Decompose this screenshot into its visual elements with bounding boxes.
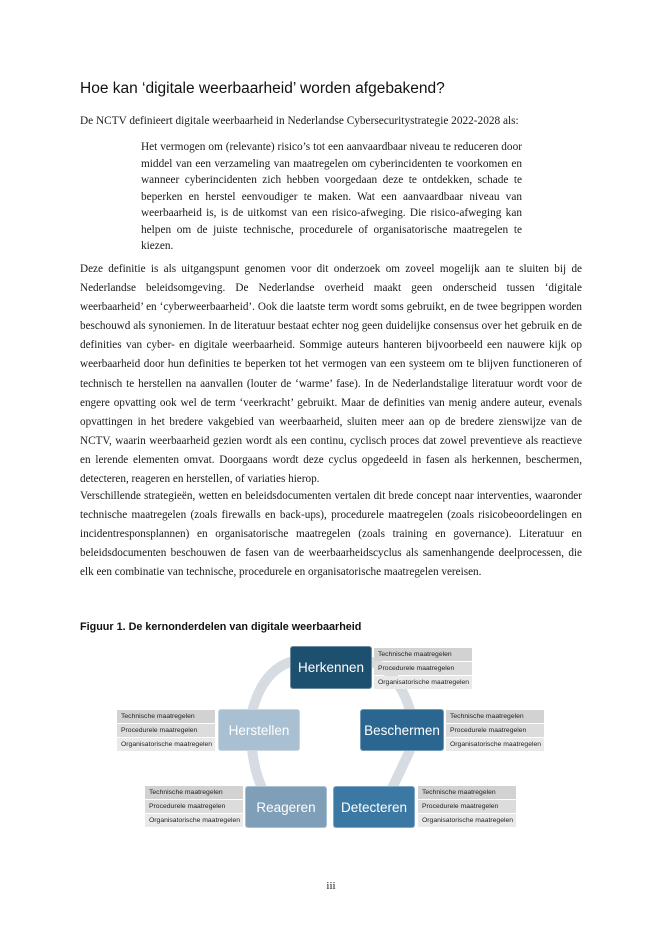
measure-organisatorisch: Organisatorische maatregelen xyxy=(117,738,215,751)
measure-procedureel: Procedurele maatregelen xyxy=(145,800,243,813)
measures-reageren xyxy=(145,786,243,828)
measure-technisch: Technische maatregelen xyxy=(117,710,215,723)
body-paragraph: Deze definitie is als uitgangspunt genomen voor dit onderzoek om zoveel mogelijk aan te sluiten bij de Nederlandse beleidsomgeving. De Nederlandse overheid maakt geen onderscheid tussen ‘digitale weerbaarheid’ en ‘cyberweerbaarheid’. Ook die laatste term wordt soms gebruikt, en de twee begrippen worden beschouwd als synoniemen. In de literatuur bestaat echter nog geen duidelijke consensus over het gebruik en de definities van cyber- en digitale weerbaarheid. Sommige auteurs hanteren bijvoorbeeld een nauwere kijk op weerbaarheid door hun definities te beperken tot het vermogen van een systeem om te blijven functioneren of technisch te herstellen na aanvallen (louter de ‘warme’ fase). In de Nederlandstalige literatuur wordt voor de engere opvatting ook wel de term ‘veerkracht’ gebruikt. Maar de definities van menig andere auteur, evenals opvattingen in het bredere vakgebied van weerbaarheid, sluiten meer aan op de bredere zienswijze van de NCTV, waarin weerbaarheid gezien wordt als een continu, cyclisch proces dat zowel preventieve als reactieve en lerende elementen omvat. Doorgaans wordt deze cyclus opgedeeld in fasen als herkennen, beschermen, detecteren, reageren en herstellen, of variaties hierop. xyxy=(80,263,582,486)
phase-reageren: Reageren xyxy=(245,786,327,828)
measures-detecteren xyxy=(418,786,516,828)
measure-technisch: Technische maatregelen xyxy=(418,786,516,799)
arc-reageren-herstellen xyxy=(252,748,262,788)
measure-procedureel: Procedurele maatregelen xyxy=(374,662,472,675)
intro-sentence: De NCTV definieert digitale weerbaarheid in Nederlandse Cybersecuritystrategie 2022-2028 als: xyxy=(80,115,519,127)
measure-procedureel: Procedurele maatregelen xyxy=(418,800,516,813)
measure-organisatorisch: Organisatorische maatregelen xyxy=(374,676,472,689)
body-paragraph: Verschillende strategieën, wetten en beleidsdocumenten vertalen dit brede concept naar interventies, waaronder technische maatregelen (zoals firewalls en back-ups), procedurele maatregelen (zoals risicobeoordelingen en incidentresponsplannen) en organisatorische maatregelen (zoals training en governance). Literatuur en beleidsdocumenten beschouwen de fasen van de weerbaarheidscyclus als samenhangende deelprocessen, die elk een combinatie van technische, procedurele en organisatorische maatregelen vereisen. xyxy=(80,490,582,579)
page-title: Hoe kan ‘digitale weerbaarheid’ worden afgebakend? xyxy=(80,80,445,97)
arc-beschermen-detecteren xyxy=(392,750,410,788)
definition-quote: Het vermogen om (relevante) risico’s tot een aanvaardbaar niveau te reduceren door middel van een verzameling van maatregelen om cyberincidenten te voorkomen en wanneer cyberincidenten zich hebben voorgedaan deze te ontdekken, schade te beperken en herstel eenvoudiger te maken. Wat een aanvaardbaar niveau van weerbaarheid is, is de uitkomst van een risico-afweging. Die risico-afweging kan helpen om de juiste technische, procedurele of organisatorische maatregelen te kiezen. xyxy=(141,141,522,252)
measure-technisch: Technische maatregelen xyxy=(446,710,544,723)
phase-herstellen: Herstellen xyxy=(218,709,300,751)
figure-caption: Figuur 1. De kernonderdelen van digitale weerbaarheid xyxy=(80,621,362,633)
measure-technisch: Technische maatregelen xyxy=(374,648,472,661)
measure-technisch: Technische maatregelen xyxy=(145,786,243,799)
measures-herkennen xyxy=(374,648,472,690)
page-number: iii xyxy=(326,880,336,892)
measure-procedureel: Procedurele maatregelen xyxy=(446,724,544,737)
phase-beschermen: Beschermen xyxy=(360,709,444,751)
phase-detecteren: Detecteren xyxy=(333,786,415,828)
phase-herkennen: Herkennen xyxy=(290,646,372,689)
measure-organisatorisch: Organisatorische maatregelen xyxy=(418,814,516,827)
measure-organisatorisch: Organisatorische maatregelen xyxy=(145,814,243,827)
measures-beschermen xyxy=(446,710,544,752)
measure-procedureel: Procedurele maatregelen xyxy=(117,724,215,737)
measures-herstellen xyxy=(117,710,215,752)
arc-herstellen-herkennen xyxy=(252,662,290,712)
measure-organisatorisch: Organisatorische maatregelen xyxy=(446,738,544,751)
